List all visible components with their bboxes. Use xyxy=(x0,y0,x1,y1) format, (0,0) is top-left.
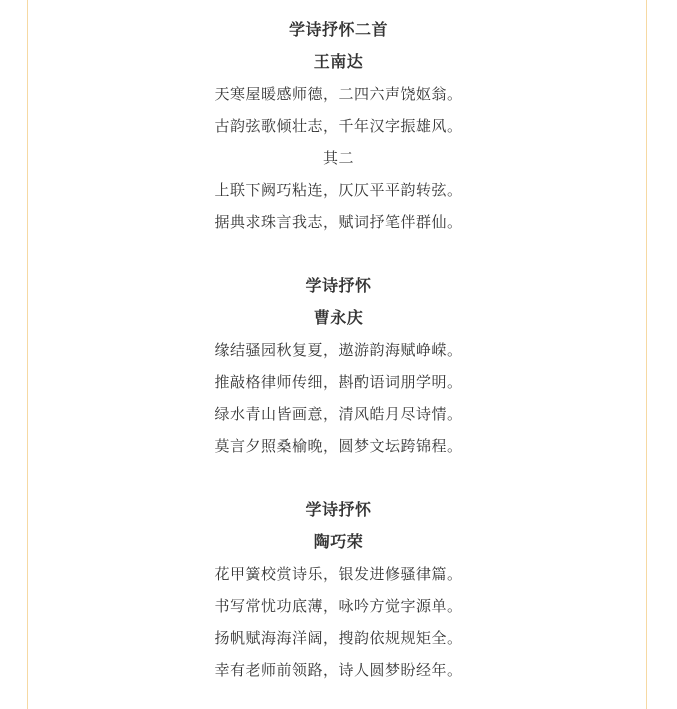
poem-title: 学诗抒怀二首 xyxy=(288,20,388,39)
poem-title: 学诗抒怀 xyxy=(305,276,372,295)
poem-line: 据典求珠言我志，赋词抒笔伴群仙。 xyxy=(214,213,463,231)
poem-line: 天寒屋暖感师德，二四六声饶妪翁。 xyxy=(214,85,463,103)
poem-line: 扬帆赋海海洋阔，搜韵依规规矩全。 xyxy=(214,629,463,647)
poem-title: 学诗抒怀 xyxy=(305,500,372,519)
poem-line: 绿水青山皆画意，清风皓月尽诗情。 xyxy=(214,405,463,423)
poem-1 xyxy=(0,14,677,238)
poem-line: 推敲格律师传细，斟酌语词朋学明。 xyxy=(214,373,463,391)
poem-subtitle: 其二 xyxy=(322,149,354,167)
poem-line: 书写常忧功底薄，咏吟方觉字源单。 xyxy=(214,597,463,615)
article-body xyxy=(0,14,677,686)
poem-2 xyxy=(0,270,677,462)
poem-author: 陶巧荣 xyxy=(313,532,364,551)
poem-3 xyxy=(0,494,677,686)
poem-line: 花甲簧校赏诗乐，银发进修骚律篇。 xyxy=(214,565,463,583)
poem-line: 莫言夕照桑榆晚，圆梦文坛跨锦程。 xyxy=(214,437,463,455)
poem-author: 曹永庆 xyxy=(313,308,364,327)
poem-line: 上联下阙巧粘连，仄仄平平韵转弦。 xyxy=(214,181,463,199)
poem-line: 缘结骚园秋复夏，遨游韵海赋峥嵘。 xyxy=(214,341,463,359)
poem-author: 王南达 xyxy=(313,52,364,71)
poem-line: 幸有老师前领路，诗人圆梦盼经年。 xyxy=(214,661,463,679)
poem-line: 古韵弦歌倾壮志，千年汉字振雄风。 xyxy=(214,117,463,135)
